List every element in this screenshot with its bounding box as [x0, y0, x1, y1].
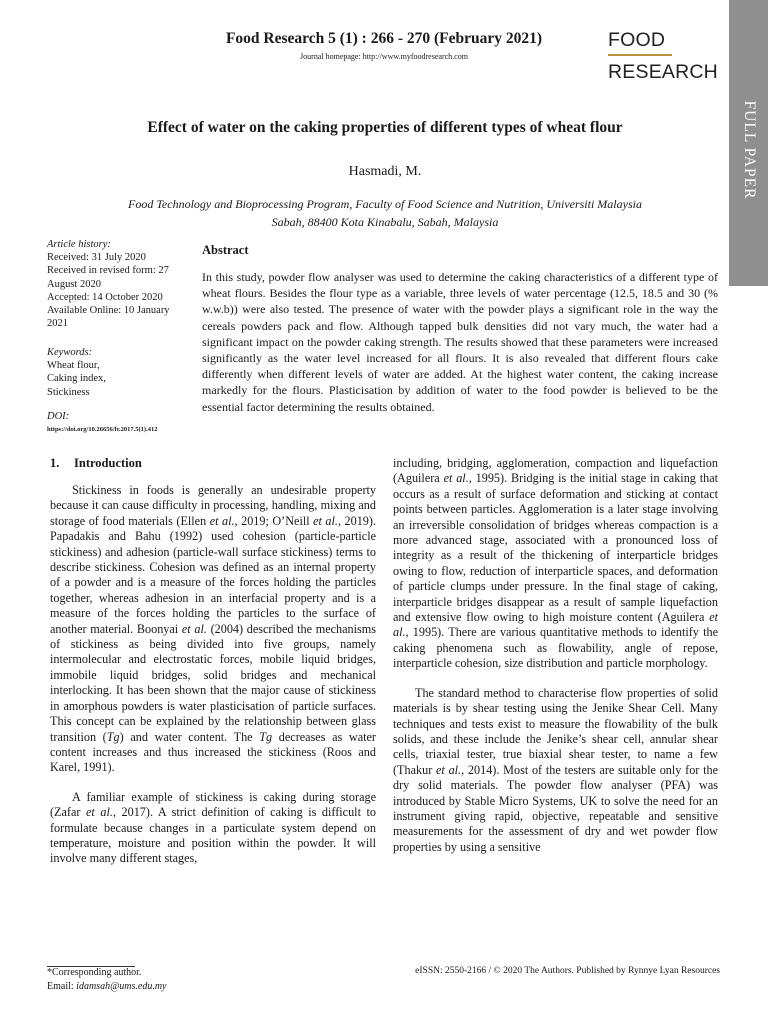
- history-line: Received in revised form: 27: [47, 265, 169, 277]
- intro-paragraph-3: including, bridging, agglomeration, compaction and liquefaction (Aguilera et al., 1995). Bridging is the initial stage in caking that occurs as a result of surface deformation and sticking at contact points between particles. Agglomeration is a later stage involving an irreversible consolidation of bridges whereas compaction is a more advanced stage, associated with a pronounced loss of integrity as a result of the thickening of interparticle bridges owing to flow, reduction of interparticle spaces, and deformation of particle clumps under pressure. In the final stage of caking, interparticle bridges disappear as a result of sample liquefaction and extensive flow owing to high moisture content (Aguilera et al., 1995). There are various quantitative methods to identify the caking phenomena such as flowability, angle of repose, interparticle cohesion, size distribution and particle morphology.: [393, 456, 719, 671]
- logo-word-research: RESEARCH: [608, 61, 718, 83]
- keyword: Caking index,: [47, 373, 106, 385]
- right-column: [393, 456, 718, 855]
- keywords: [47, 346, 106, 399]
- section-title: Introduction: [74, 456, 142, 470]
- intro-paragraph-4: The standard method to characterise flow properties of solid materials is by shear testing using the Jenike Shear Cell. Many techniques and tests exist to measure the flowability of the bulk solids, and these include the Jenike’s shear cell, annular shear cells, triaxial tester, true biaxial shear tester, to name a few (Thakur et al., 2014). Most of the testers are suitable only for the dry solid materials. The powder flow analyser (PFA) was introduced by Stable Micro Systems, UK to solve the need for an instrument giving rapid, objective, repeatable and sensitive measurements for the assessment of dry and wet powder flow properties by using a sensitive: [393, 685, 718, 854]
- history-line: Available Online: 10 January: [47, 305, 170, 317]
- journal-citation: Food Research 5 (1) : 266 - 270 (February 2021): [225, 30, 543, 47]
- full-paper-tab: [729, 0, 768, 286]
- keyword: Wheat flour,: [47, 360, 100, 372]
- history-line: 2021: [47, 318, 68, 330]
- publisher-footer: eISSN: 2550-2166 / © 2020 The Authors. Published by Rynnye Lyan Resources: [415, 966, 720, 976]
- history-line: Accepted: 14 October 2020: [47, 291, 163, 303]
- journal-homepage[interactable]: Journal homepage: http://www.myfoodresearch.com: [300, 52, 468, 61]
- journal-logo: [608, 28, 718, 84]
- keyword: Stickiness: [47, 386, 90, 398]
- abstract-heading: Abstract: [202, 243, 249, 257]
- logo-rule: [608, 54, 672, 56]
- doi-label: DOI:: [47, 411, 70, 422]
- affiliation-line-1: Food Technology and Bioprocessing Program, Faculty of Food Science and Nutrition, Universiti Malaysia: [128, 197, 642, 211]
- article-history: [47, 238, 170, 330]
- intro-paragraph-1: Stickiness in foods is generally an undesirable property because it can cause difficulty in processing, handling, mixing and storage of food materials (Ellen et al., 2019; O’Neill et al., 2019). Papadakis and Bahu (1992) used cohesion (particle-particle stickiness) and adhesion (particle-wall surface stickiness) terms to describe stickiness. Cohesion was defined as an internal property of a powder and is a measure of the forces holding the particles together, whereas adhesion in an interfacial property and is a measure of the forces holding the particles to the surface of another material. Boonyai et al. (2004) described the mechanisms of stickiness as being divided into five groups, namely intermolecular and electrostatic forces, mobile liquid bridges, immobile liquid bridges, solid bridges and mechanical interlocking. It has been shown that the major cause of stickiness in amorphous powders is water plasticisation of particle surfaces. This concept can be explained by the relationship between glass transition (Tg) and water content. The Tg decreases as water content increases and thus increased the stickiness (Roos and Karel, 1991).: [50, 483, 377, 775]
- email-link[interactable]: idamsah@ums.edu.my: [76, 981, 167, 992]
- full-paper-label: FULL PAPER: [740, 100, 758, 200]
- history-line: Received: 31 July 2020: [47, 252, 146, 264]
- doi-block: [47, 410, 157, 436]
- history-label: Article history:: [47, 239, 111, 250]
- section-number: 1.: [50, 456, 60, 470]
- author-email: Email: idamsah@ums.edu.my: [47, 981, 167, 992]
- left-column: [50, 483, 376, 867]
- affiliation-line-2: Sabah, 88400 Kota Kinabalu, Sabah, Malaysia: [271, 215, 499, 229]
- article-title: Effect of water on the caking properties of different types of wheat flour: [147, 119, 623, 136]
- corresponding-author: *Corresponding author.: [47, 967, 142, 978]
- article-author: Hasmadi, M.: [348, 164, 422, 179]
- author-affiliation: [60, 195, 710, 231]
- doi-link[interactable]: https://doi.org/10.26656/fr.2017.5(1).412: [47, 426, 158, 434]
- keywords-label: Keywords:: [47, 347, 93, 358]
- history-line: August 2020: [47, 278, 101, 290]
- abstract-text: In this study, powder flow analyser was used to determine the caking characteristics of a different type of wheat flours. Besides the flour type as a variable, three levels of water percentage (12.5, 18.5 and 30 (% w.w.b)) were also tested. The presence of water with the powder plays a significant role in the way the cereals powders pack and flow. Although tapped bulk densities did not vary much, the water had a significant impact on the powder caking strength. The results showed that these parameters were increased significantly as the water level increased for all flours. It is also revealed that different flours cake differently when different levels of water are added. At the highest water content, the caking increase markedly for the flours. Plasticisation by addition of water to the food powder is believed to be the essential factor determining the results obtained.: [202, 270, 718, 414]
- intro-paragraph-2: A familiar example of stickiness is caking during storage (Zafar et al., 2017). A strict definition of caking is difficult to formulate because changes in a particulate system depend on temperature, moisture and position within the powder. It will involve many different stages,: [50, 789, 376, 866]
- section-heading-introduction: [50, 456, 142, 471]
- logo-word-food: FOOD: [608, 29, 666, 51]
